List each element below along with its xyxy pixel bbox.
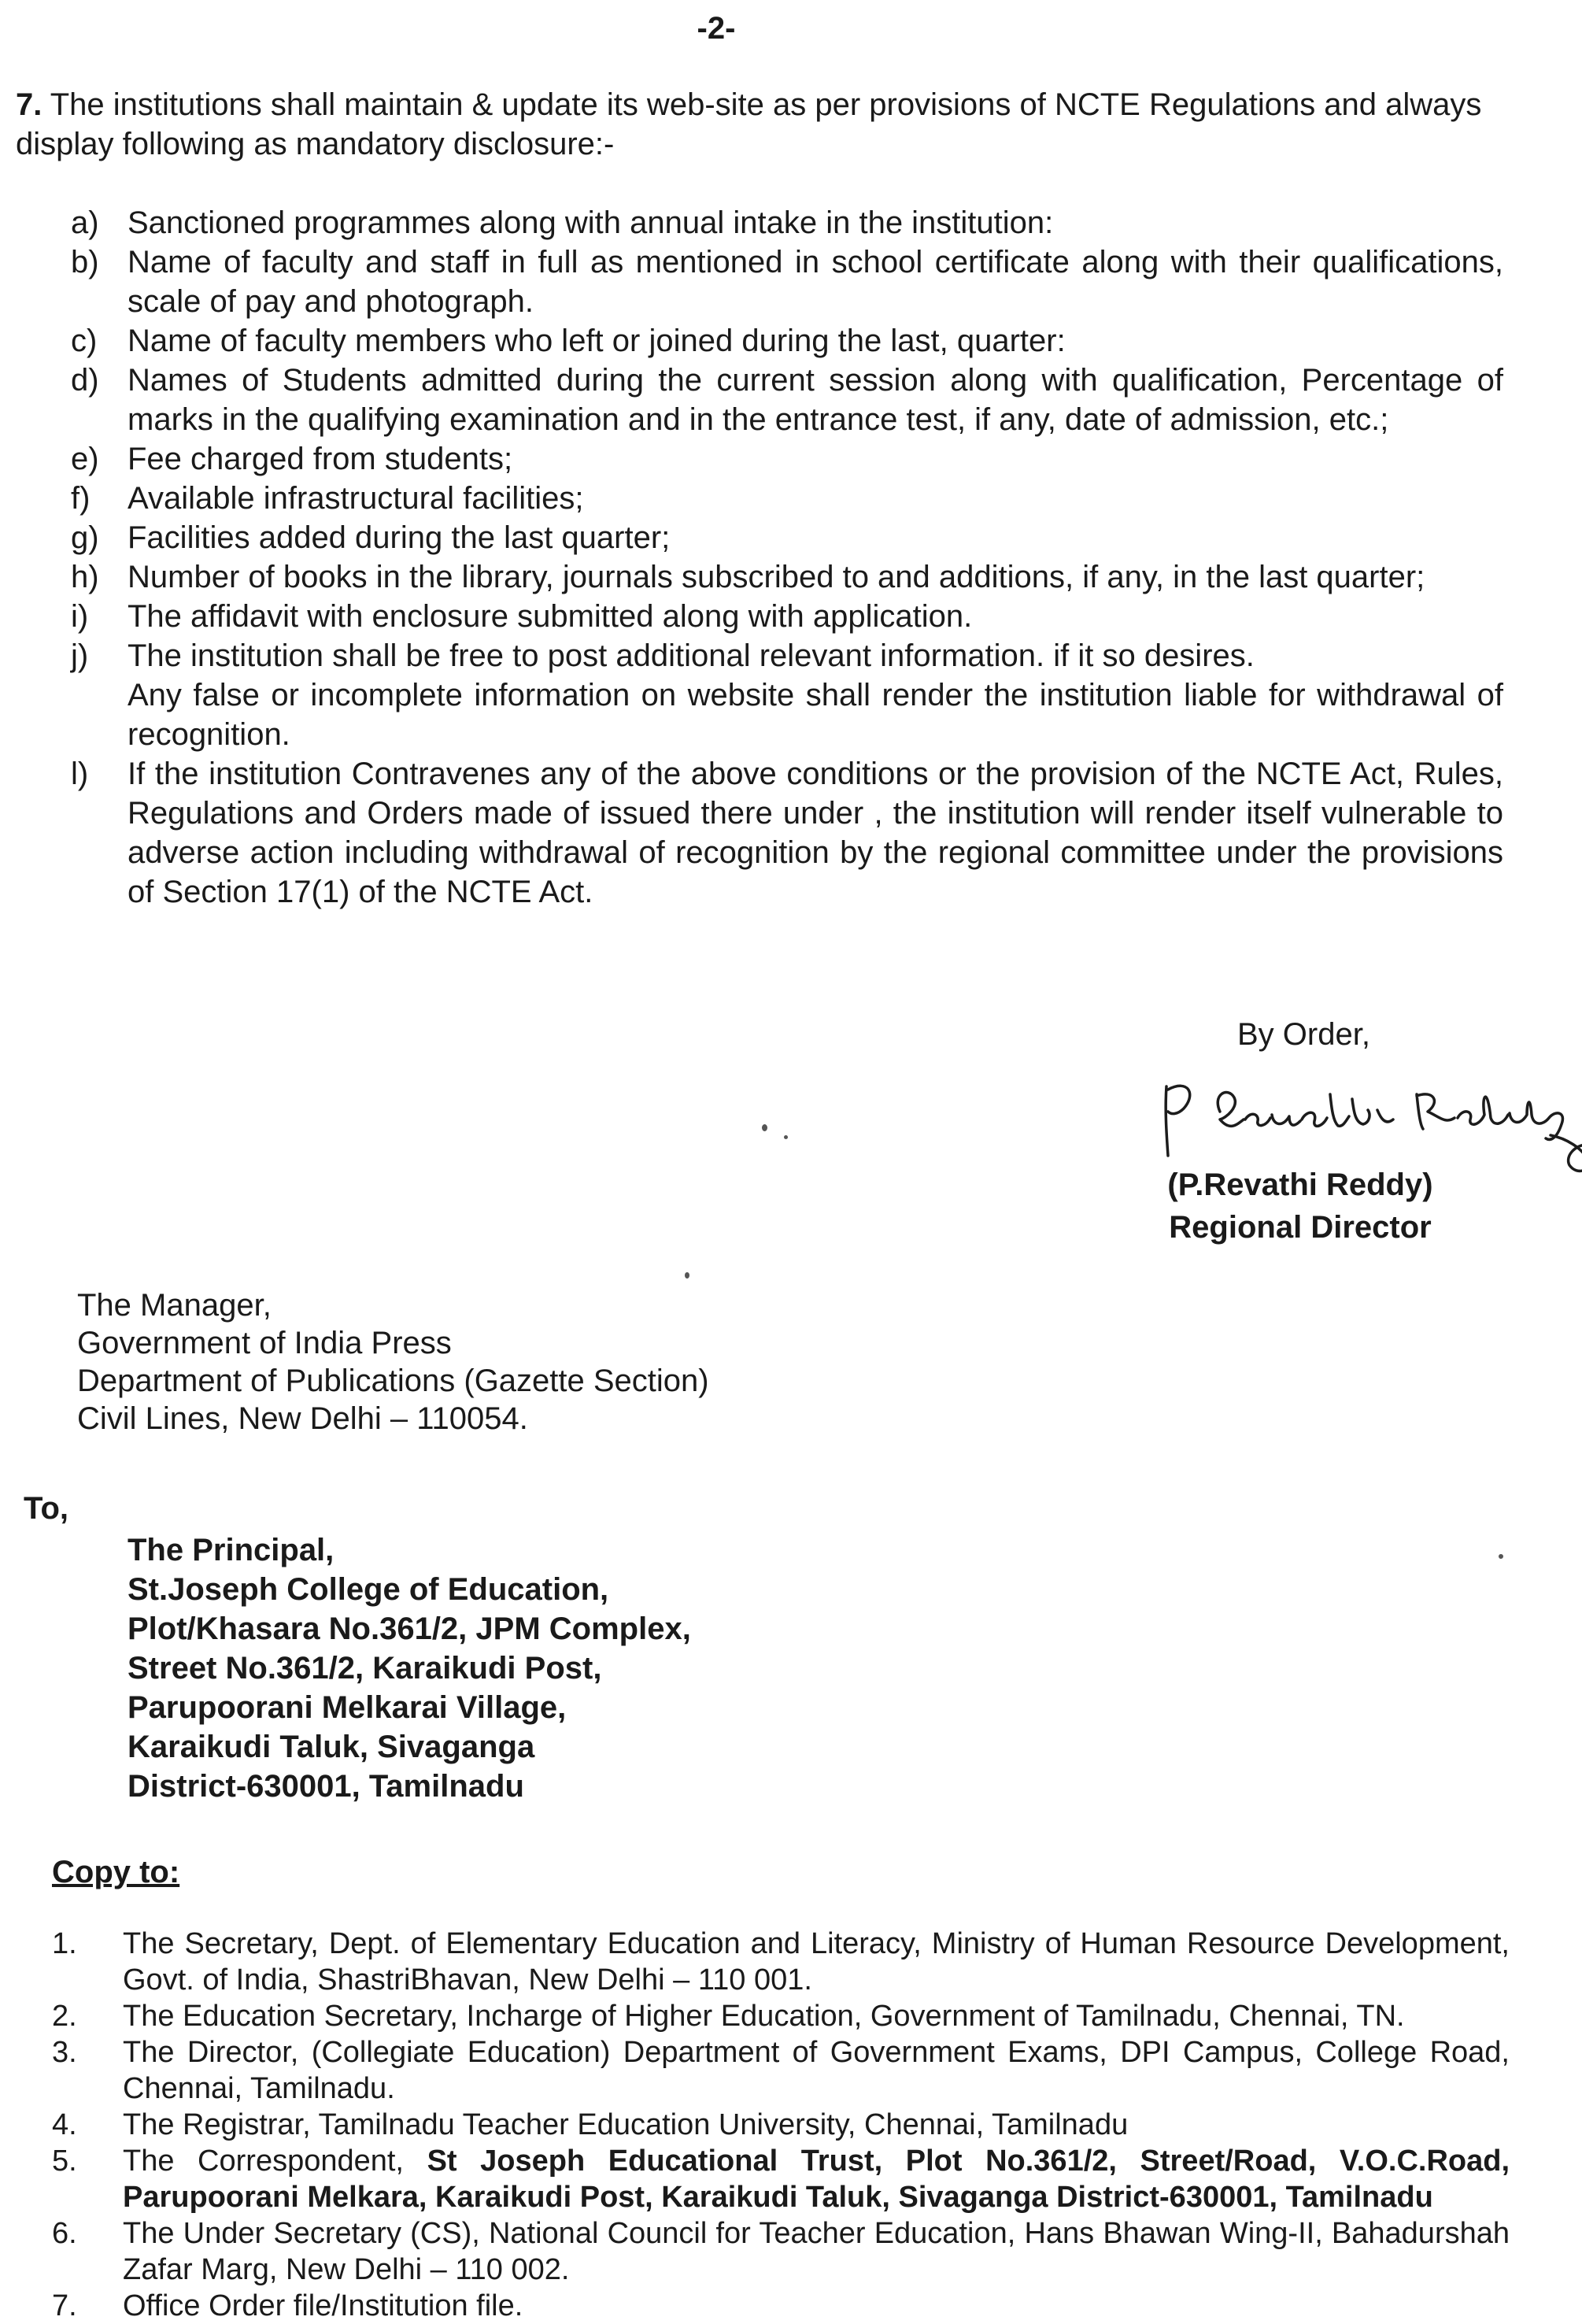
list-item: 2. The Education Secretary, Incharge of Higher Education, Government of Tamilnadu, Chennai, TN.	[52, 2000, 1405, 2033]
manager-address	[77, 1286, 709, 1438]
list-item: d) Names of Students admitted during the current session along with qualification, Percentage of marks in the qualifying examination and in the entrance test, if any, date of admission, etc.;	[71, 363, 1503, 437]
to-label: To,	[24, 1491, 69, 1526]
address-line: Street No.361/2, Karaikudi Post,	[128, 1651, 602, 1686]
warning-note-row	[71, 675, 1503, 754]
copy-to-heading: Copy to:	[52, 1855, 180, 1889]
address-line: Parupoorani Melkarai Village,	[128, 1690, 567, 1725]
disclosure-list	[71, 203, 1503, 912]
address-line: District-630001, Tamilnadu	[128, 1769, 524, 1804]
list-item: l) If the institution Contravenes any of the above conditions or the provision of the NCTE Act, Rules, Regulations and Orders made of issued there under , the institution will render itself vulnerable to adverse action including withdrawal of recognition by the regional committee under the provisions of Section 17(1) of the NCTE Act.	[71, 757, 1503, 909]
address-line: Civil Lines, New Delhi – 110054.	[77, 1401, 528, 1436]
list-item: i) The affidavit with enclosure submitted along with application.	[71, 599, 973, 634]
clause-7-intro	[16, 85, 1503, 164]
clause-number: 7.	[16, 87, 43, 122]
address-line: The Principal,	[128, 1533, 335, 1567]
list-item: h) Number of books in the library, journals subscribed to and additions, if any, in the last quarter;	[71, 560, 1425, 594]
list-item: 3. The Director, (Collegiate Education) Department of Government Exams, DPI Campus, College Road, Chennai, Tamilnadu.	[52, 2036, 1510, 2105]
list-item: 4. The Registrar, Tamilnadu Teacher Education University, Chennai, Tamilnadu	[52, 2108, 1129, 2141]
list-item: 5. The Correspondent, St Joseph Educational Trust, Plot No.361/2, Street/Road, V.O.C.Road, Parupoorani Melkara, Karaikudi Post, Karaikudi Taluk, Sivaganga District-630001, Tamilnadu	[52, 2145, 1510, 2214]
trust-address: St Joseph Educational Trust, Plot No.361/2, Street/Road, V.O.C.Road, Parupoorani Melkara, Karaikudi Post, Karaikudi Taluk, Sivaganga District-630001, Tamilnadu	[123, 2145, 1510, 2214]
address-line: Department of Publications (Gazette Section)	[77, 1364, 709, 1398]
signatory-block	[1143, 1164, 1458, 1249]
page-number: -2-	[697, 11, 736, 46]
list-item: e) Fee charged from students;	[71, 442, 513, 476]
address-line: The Manager,	[77, 1288, 272, 1323]
list-item: a) Sanctioned programmes along with annual intake in the institution:	[71, 205, 1054, 240]
list-item: 1. The Secretary, Dept. of Elementary Education and Literacy, Ministry of Human Resource Development, Govt. of India, ShastriBhavan, New Delhi – 110 001.	[52, 1927, 1510, 1996]
list-item: b) Name of faculty and staff in full as mentioned in school certificate along with their qualifications, scale of pay and photograph.	[71, 245, 1503, 319]
clause-text: The institutions shall maintain & update its web-site as per provisions of NCTE Regulations and always display following as mandatory disclosure:-	[16, 87, 1482, 161]
list-item: g) Facilities added during the last quarter;	[71, 520, 671, 555]
by-order: By Order,	[1237, 1017, 1370, 1052]
list-item: 7. Office Order file/Institution file.	[52, 2289, 523, 2322]
signatory-name: (P.Revathi Reddy)	[1167, 1168, 1433, 1202]
list-item: f) Available infrastructural facilities;	[71, 481, 584, 516]
copy-to-list	[52, 1926, 1510, 2324]
signatory-designation: Regional Director	[1169, 1210, 1432, 1245]
list-item: j) The institution shall be free to post additional relevant information. if it so desires.	[71, 638, 1255, 673]
list-item: c) Name of faculty members who left or joined during the last, quarter:	[71, 324, 1066, 358]
address-line: St.Joseph College of Education,	[128, 1572, 609, 1607]
list-item: 6. The Under Secretary (CS), National Council for Teacher Education, Hans Bhawan Wing-II, Bahadurshah Zafar Marg, New Delhi – 110 002.	[52, 2217, 1510, 2286]
address-line: Karaikudi Taluk, Sivaganga	[128, 1730, 535, 1764]
warning-note: Any false or incomplete information on website shall render the institution liable for withdrawal of recognition.	[128, 678, 1503, 752]
recipient-address	[128, 1530, 691, 1806]
address-line: Government of India Press	[77, 1326, 452, 1360]
address-line: Plot/Khasara No.361/2, JPM Complex,	[128, 1612, 691, 1646]
